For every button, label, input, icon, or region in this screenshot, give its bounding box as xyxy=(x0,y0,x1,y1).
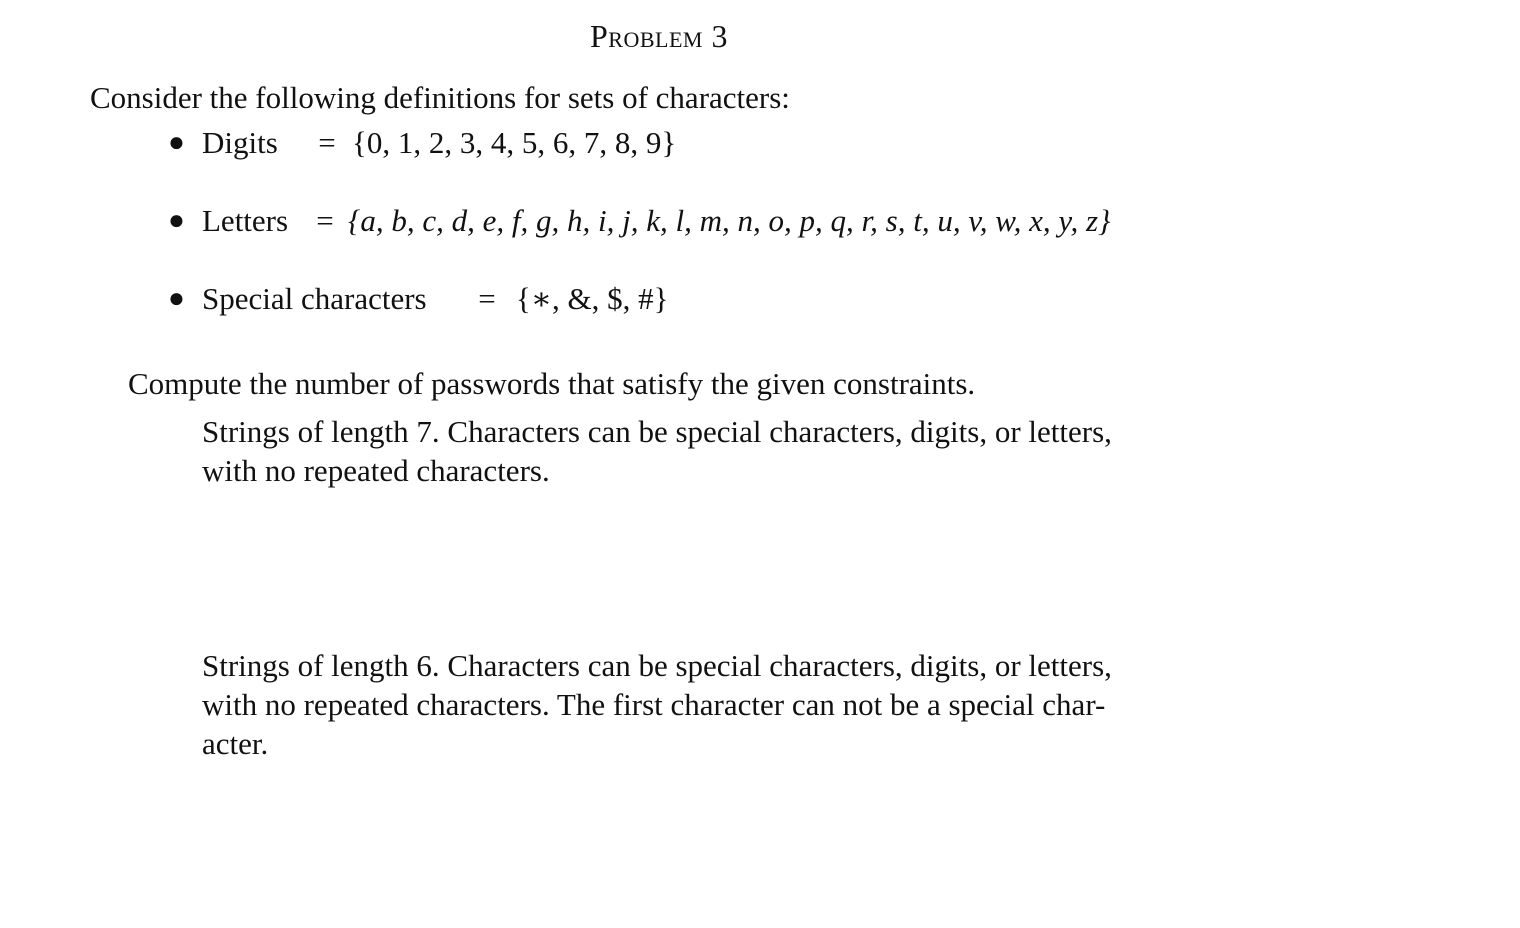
problem-title xyxy=(590,18,728,55)
equals-sign: = xyxy=(318,125,336,160)
compute-instruction: Compute the number of passwords that satisfy the given constraints. xyxy=(128,366,976,401)
problem-title-text: Problem 3 xyxy=(590,18,728,54)
definition-value: {a, b, c, d, e, f, g, h, i, j, k, l, m, n, o, p, q, r, s, t, u, v, w, x, y, z} xyxy=(348,203,1111,238)
intro-text: Consider the following definitions for sets of characters: xyxy=(90,80,790,115)
definition-name: Letters xyxy=(202,203,289,238)
part-line: Strings of length 6. Characters can be special characters, digits, or letters, xyxy=(202,648,1112,683)
part-text xyxy=(202,412,1262,490)
definition-value: {∗, &, $, #} xyxy=(516,281,669,316)
part-line: with no repeated characters. xyxy=(202,453,550,488)
bullet-icon: ● xyxy=(168,205,185,236)
part-line: with no repeated characters. The first character can not be a special char- xyxy=(202,687,1106,722)
bullet-icon: ● xyxy=(168,127,185,158)
bullet-icon: ● xyxy=(168,283,185,314)
part-text xyxy=(202,646,1262,763)
definition-digits xyxy=(168,125,676,161)
part-line: acter. xyxy=(202,726,269,761)
part-line: Strings of length 7. Characters can be special characters, digits, or letters, xyxy=(202,414,1112,449)
equals-sign: = xyxy=(316,203,334,238)
equals-sign: = xyxy=(478,281,496,316)
definition-special-characters xyxy=(168,281,668,317)
definition-value: {0, 1, 2, 3, 4, 5, 6, 7, 8, 9} xyxy=(352,125,677,160)
definition-letters xyxy=(168,203,1110,239)
definition-name: Special characters xyxy=(202,281,427,316)
definition-name: Digits xyxy=(202,125,278,160)
